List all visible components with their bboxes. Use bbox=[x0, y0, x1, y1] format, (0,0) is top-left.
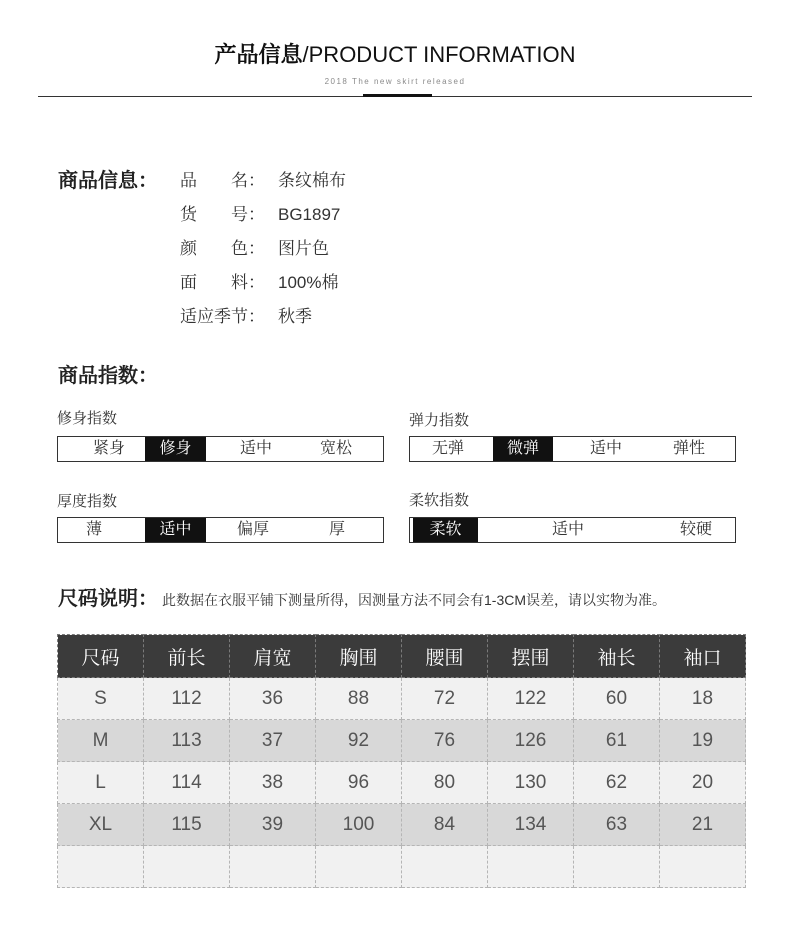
table-row bbox=[58, 762, 746, 804]
elasticity-option: 无弹 bbox=[431, 440, 464, 457]
info-row-material bbox=[180, 273, 346, 307]
table-cell-empty bbox=[488, 846, 574, 888]
info-label: 货 号： bbox=[180, 205, 265, 224]
table-cell: 122 bbox=[488, 678, 574, 720]
info-label: 适应季节： bbox=[180, 307, 265, 326]
table-cell: 20 bbox=[660, 762, 746, 804]
table-header-cell: 肩宽 bbox=[230, 635, 316, 678]
info-label: 品 名： bbox=[180, 171, 265, 190]
product-info-list bbox=[180, 171, 346, 341]
info-row-season bbox=[180, 307, 346, 341]
table-cell-empty bbox=[660, 846, 746, 888]
info-row-sku bbox=[180, 205, 346, 239]
info-value: 图片色 bbox=[278, 239, 329, 258]
table-header-cell: 摆围 bbox=[488, 635, 574, 678]
elasticity-option: 适中 bbox=[589, 440, 622, 457]
table-cell: 72 bbox=[402, 678, 488, 720]
size-chart-note: 此数据在衣服平铺下测量所得，因测量方法不同会有1-3CM误差，请以实物为准。 bbox=[162, 592, 667, 608]
table-row-empty bbox=[58, 846, 746, 888]
fit-index-scale bbox=[57, 436, 384, 462]
softness-option: 较硬 bbox=[679, 521, 712, 538]
fit-option: 宽松 bbox=[319, 440, 352, 457]
softness-option: 适中 bbox=[551, 521, 584, 538]
thickness-index-label: 厚度指数 bbox=[57, 493, 118, 510]
table-cell: 21 bbox=[660, 804, 746, 846]
table-cell: 80 bbox=[402, 762, 488, 804]
table-cell: 113 bbox=[144, 720, 230, 762]
thickness-option: 偏厚 bbox=[236, 521, 269, 538]
elasticity-option: 微弹 bbox=[493, 437, 553, 461]
size-table bbox=[57, 634, 746, 888]
header-accent-bar bbox=[363, 94, 432, 97]
table-cell: 62 bbox=[574, 762, 660, 804]
table-cell: 134 bbox=[488, 804, 574, 846]
table-cell: 100 bbox=[316, 804, 402, 846]
softness-index-label: 柔软指数 bbox=[409, 492, 470, 509]
table-cell: 92 bbox=[316, 720, 402, 762]
elasticity-option: 弹性 bbox=[672, 440, 705, 457]
table-cell: 63 bbox=[574, 804, 660, 846]
table-cell: L bbox=[58, 762, 144, 804]
size-chart-heading: 尺码说明： bbox=[58, 588, 158, 610]
thickness-option: 薄 bbox=[85, 521, 102, 538]
fit-option: 适中 bbox=[239, 440, 272, 457]
table-cell: 61 bbox=[574, 720, 660, 762]
softness-index-scale bbox=[409, 517, 736, 543]
fit-option: 修身 bbox=[145, 437, 206, 461]
table-row bbox=[58, 804, 746, 846]
page-title-en: /PRODUCT INFORMATION bbox=[302, 42, 576, 67]
table-cell: S bbox=[58, 678, 144, 720]
table-cell: 84 bbox=[402, 804, 488, 846]
table-cell-empty bbox=[144, 846, 230, 888]
table-header-cell: 腰围 bbox=[402, 635, 488, 678]
table-cell: 114 bbox=[144, 762, 230, 804]
page-subtitle: 2018 The new skirt released bbox=[324, 77, 466, 86]
fit-option: 紧身 bbox=[92, 440, 125, 457]
info-value: 条纹棉布 bbox=[278, 171, 346, 190]
table-header-cell: 前长 bbox=[144, 635, 230, 678]
table-cell: 96 bbox=[316, 762, 402, 804]
thickness-index-scale bbox=[57, 517, 384, 543]
info-label: 面 料： bbox=[180, 273, 265, 292]
thickness-option: 适中 bbox=[145, 518, 206, 542]
table-cell: 112 bbox=[144, 678, 230, 720]
elasticity-index-scale bbox=[409, 436, 736, 462]
table-header-cell: 尺码 bbox=[58, 635, 144, 678]
fit-index-label: 修身指数 bbox=[57, 410, 118, 427]
table-cell: 19 bbox=[660, 720, 746, 762]
info-row-color bbox=[180, 239, 346, 273]
table-cell-empty bbox=[230, 846, 316, 888]
table-cell: 60 bbox=[574, 678, 660, 720]
info-value: BG1897 bbox=[278, 205, 341, 224]
table-cell: 76 bbox=[402, 720, 488, 762]
softness-option: 柔软 bbox=[413, 518, 478, 542]
thickness-option: 厚 bbox=[328, 521, 345, 538]
table-header-row bbox=[58, 635, 746, 678]
product-info-heading: 商品信息： bbox=[58, 170, 158, 192]
table-cell-empty bbox=[402, 846, 488, 888]
table-header-cell: 胸围 bbox=[316, 635, 402, 678]
table-cell-empty bbox=[58, 846, 144, 888]
info-value: 秋季 bbox=[278, 307, 312, 326]
table-cell: 38 bbox=[230, 762, 316, 804]
table-header-cell: 袖口 bbox=[660, 635, 746, 678]
table-cell: 115 bbox=[144, 804, 230, 846]
page-title-cn: 产品信息 bbox=[214, 42, 303, 67]
table-cell: 88 bbox=[316, 678, 402, 720]
table-row bbox=[58, 678, 746, 720]
info-value: 100%棉 bbox=[278, 273, 339, 292]
table-row bbox=[58, 720, 746, 762]
info-row-name bbox=[180, 171, 346, 205]
table-cell: 36 bbox=[230, 678, 316, 720]
table-cell: XL bbox=[58, 804, 144, 846]
product-index-heading: 商品指数： bbox=[58, 365, 158, 387]
table-cell-empty bbox=[574, 846, 660, 888]
table-cell: 37 bbox=[230, 720, 316, 762]
table-cell: M bbox=[58, 720, 144, 762]
table-cell: 18 bbox=[660, 678, 746, 720]
info-label: 颜 色： bbox=[180, 239, 265, 258]
table-header-cell: 袖长 bbox=[574, 635, 660, 678]
table-cell: 126 bbox=[488, 720, 574, 762]
table-cell: 39 bbox=[230, 804, 316, 846]
table-cell: 130 bbox=[488, 762, 574, 804]
elasticity-index-label: 弹力指数 bbox=[409, 412, 470, 429]
page-title bbox=[0, 42, 790, 68]
table-cell-empty bbox=[316, 846, 402, 888]
